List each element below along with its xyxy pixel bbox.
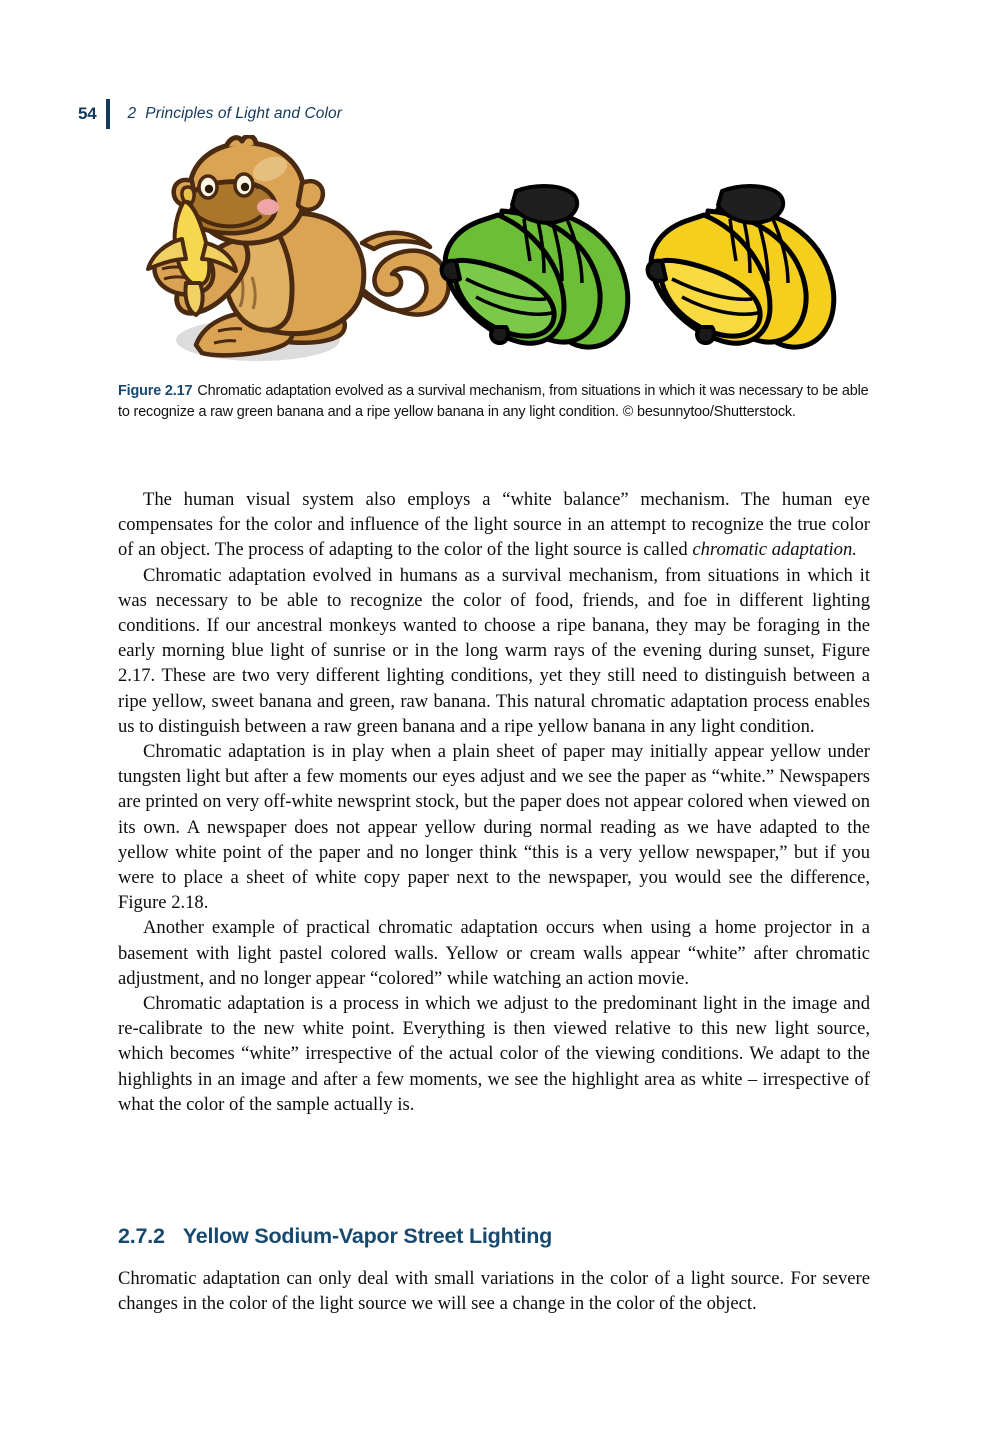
body-text (118, 487, 870, 1117)
yellow-banana-bunch (648, 186, 834, 347)
paragraph-1-text: The human visual system also employs a “white balance” mechanism. The human eye compensates for the color and influence of the light source in an attempt to recognize the true color of an object. The process of adapting to the color of the light source is called (118, 489, 870, 561)
page-number: 54 (78, 104, 97, 123)
paragraph-2: Chromatic adaptation evolved in humans as a survival mechanism, from situations in which it was necessary to be able to recognize the color of food, friends, and foe in different lighting conditions. If our ancestral monkeys wanted to choose a ripe banana, they may be foraging in the early morning blue light of sunrise or in the long warm rays of the evening during sunset, Figure 2.17. These are two very different lighting conditions, yet they still need to distinguish between a ripe yellow, sweet banana and green, raw banana. This natural chromatic adaptation process enables us to distinguish between a raw green banana and a ripe yellow banana in any light condition. (118, 564, 870, 737)
figure-2-17 (118, 135, 886, 370)
monkey-eating-banana (148, 136, 448, 361)
section-body (118, 1266, 870, 1316)
running-head-title (128, 105, 343, 123)
figure-caption (118, 381, 870, 424)
chapter-title: Principles of Light and Color (145, 105, 343, 122)
paragraph-3: Chromatic adaptation is in play when a plain sheet of paper may initially appear yellow under tungsten light but after a few moments our eyes adjust and we see the paper as “white.” Newspapers are printed on very off-white newsprint stock, but the paper does not appear colored when viewed on its own. A newspaper does not appear yellow during normal reading as we have adapted to the yellow white point of the paper and no longer think “this is a very yellow newspaper,” but if you were to place a sheet of white copy paper next to the newspaper, you would see the difference, Figure 2.18. (118, 741, 870, 914)
paragraph-4: Another example of practical chromatic adaptation occurs when using a home projector in a basement with light pastel colored walls. Yellow or cream walls appear “white” after chromatic adjustment, and no longer appear “colored” while watching an action movie. (118, 917, 870, 989)
green-banana-bunch (442, 186, 628, 347)
section-paragraph: Chromatic adaptation can only deal with small variations in the color of a light source. For severe changes in the color of the light source we will see a change in the color of the object. (118, 1268, 870, 1315)
chapter-number: 2 (127, 105, 137, 122)
running-head (78, 99, 342, 129)
italic-term: chromatic adaptation. (692, 539, 857, 561)
section-title: Yellow Sodium-Vapor Street Lighting (182, 1224, 553, 1248)
running-head-rule (106, 99, 110, 129)
paragraph-1 (118, 487, 870, 563)
section-number: 2.7.2 (118, 1224, 165, 1248)
paragraph-5: Chromatic adaptation is a process in which we adjust to the predominant light in the image and re-calibrate to the new white point. Everything is then viewed relative to this new light source, which becomes “white” irrespective of the actual color of the viewing conditions. We adapt to the highlights in an image and after a few moments, we see the highlight area as white – irrespective of what the color of the sample actually is. (118, 993, 870, 1115)
figure-illustration (118, 135, 886, 370)
section-heading (118, 1224, 552, 1249)
figure-caption-text: Chromatic adaptation evolved as a survival mechanism, from situations in which it was necessary to be able to recognize a raw green banana and a ripe yellow banana in any light condition. © besunnytoo/Shutterstock. (118, 383, 869, 421)
figure-label: Figure 2.17 (118, 383, 193, 399)
